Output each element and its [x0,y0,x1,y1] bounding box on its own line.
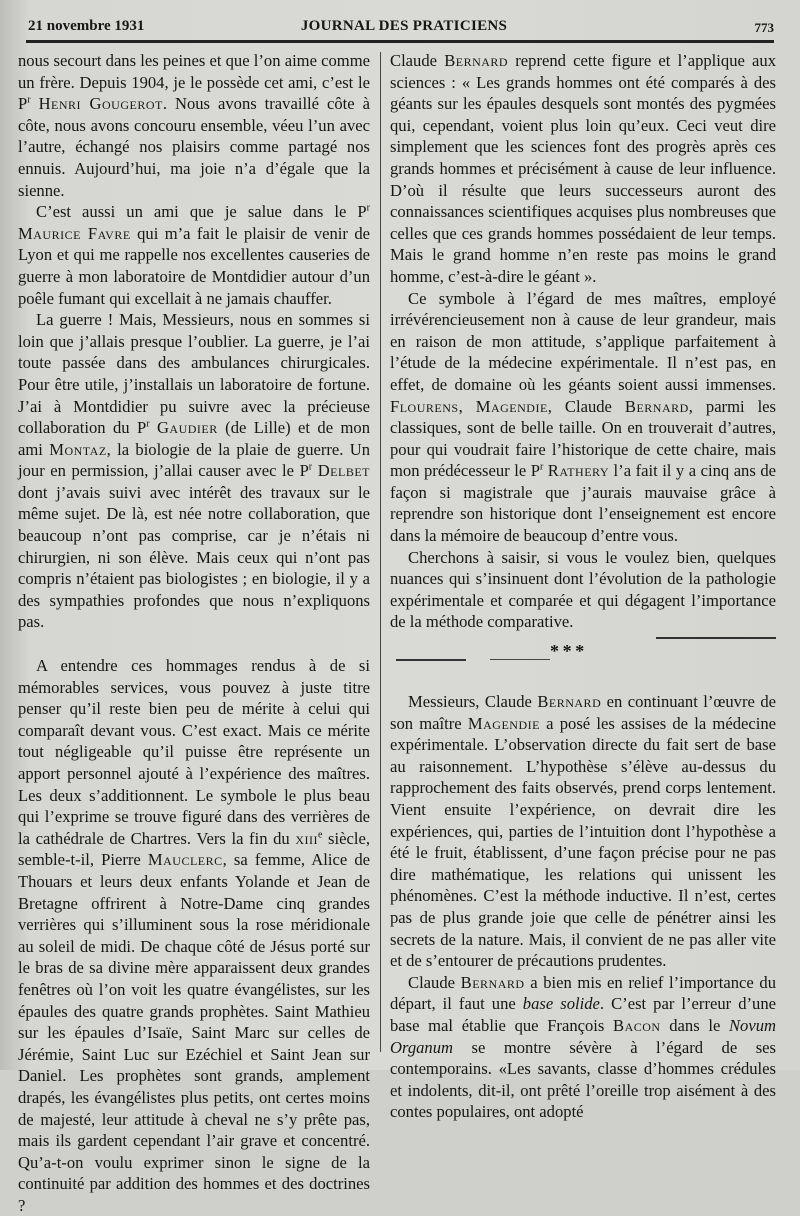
text-run: C’est aussi un ami que je salue dans le P [36,202,367,222]
text-run: se montre sévère à l’égard de ses contemporains. «Les savants, classe d’hommes crédules et indolents, dit-il, ont prêté l’oreille trop aisément à des contes populaires, ont adopté [390,1037,776,1122]
person-name: Magendie [467,713,540,733]
text-run: nous secourt dans les peines et que l’on aime comme un frère. Depuis 1904, je le possède cet ami, c’est le P [18,51,370,114]
page-number: 773 [754,20,774,35]
person-name: Mauclerc [147,850,223,870]
person-name: Magendie [475,396,548,416]
person-name: Maurice Favre [18,223,131,243]
text-run: Ce symbole à l’égard de mes maîtres, employé irrévérencieusement non à cause de leur grandeur, mais en raison de mon attitude, s’applique parfaitement à l’étude de la médecine expérimentale. Il n’est pas, en effet, de domaine où les géants soient aussi immenses. [390,288,776,394]
text-run: r [539,461,544,473]
rule [656,637,776,639]
text-run: r [27,94,31,106]
text-run: (de Lille) et de mon ami [18,418,370,459]
text-run: en continuant l’œuvre de son maître [390,692,776,733]
journal-title: JOURNAL DES PRATICIENS [300,18,508,34]
text-run: l’a fait il y a cinq ans de façon si magistrale que j’aurais mauvaise grâce à reprendre son historique dont l’enseignement est encore dans la mémoire de beaucoup d’entre vous. [390,461,776,546]
paragraph [390,972,776,1123]
text-run: , Claude [547,396,625,416]
paragraph [18,201,370,309]
text-run: r [366,202,370,214]
text-run: e [317,829,323,841]
person-name: Bacon [613,1015,661,1035]
text-run: , parmi les classiques, sont de belle taille. On en trouverait d’autres, pour qui voudrait faire l’historique de cette chaire, mais mon prédécesseur le P [390,396,777,481]
text-run: , la biologie de la plaie de guerre. Un jour en permission, j’allai causer avec le P [18,439,371,481]
person-name: Flourens [390,396,459,416]
person-name: Henri Gougerot [38,94,163,114]
text-run: . C’est par l’erreur d’une base mal établie que François [390,994,776,1035]
paragraph [18,309,370,633]
text-run: Cherchons à saisir, si vous le voulez bien, quelques nuances qui s’insinuent dont l’évolution de la pathologie expérimentale et comparée et qui dégagent l’importance de la méthode comparative. [390,547,776,632]
column-divider [380,52,381,1052]
person-name: Bernard [537,692,602,712]
header-rule [26,40,774,43]
person-name: Bernard [460,972,525,992]
person-name: Delbet [317,461,370,481]
text-run: r [308,461,313,473]
page-header [28,14,780,40]
person-name: Bernard [624,396,689,416]
asterism: * * * [550,641,585,662]
person-name: Rathery [547,461,610,481]
person-name: Claude [390,51,445,70]
text-run: A entendre ces hommages rendus à de si mémorables services, vous pouvez à juste titre penser qu’il reste bien peu de mérite à celui qui comparaît devant vous. C’est exact. Mais ce mérite tout négligeable qu’il puisse être représente un apport personnel ajouté à l’expérience des maîtres. Les deux s’additionnent. Le symbole le plus beau qui l’exprime se trouve figuré dans des verrières de la cathédrale de Chartres. Vers la fin du [18,656,370,848]
left-column [18,50,370,1216]
person-name: Bernard [444,51,509,70]
text-run: siècle, semble-t-il, Pierre [18,828,370,870]
header-date: 21 novembre 1931 [28,18,145,34]
paragraph [390,50,776,288]
text-run: a posé les assises de la médecine expérimentale. L’observation directe du fait sert de base au raisonnement. L’hypothèse s’élève au-dessus du rapprochement des faits observés, prend corps lentement. Vient ensuite l’expérience, on devrait dire les expériences, qui, parties de l’intuition dont l’hypothèse a été le fruit, établissent, d’une façon précise pour ne pas dire mathématique, les relations qui unissent les phénomènes. C’est la méthode inductive. Il n’est, certes pas de plus grande joie que celle de pénétrer ainsi les secrets de la nature. Mais, il convient de ne pas aller vite et de s’entourer de précautions prudentes. [390,713,776,971]
text-run: Messieurs, Claude [408,692,538,712]
text-run: reprend cette figure et l’applique aux sciences : « Les grands hommes ont été comparés à des géants sur les épaules desquels sont montés des pygmées qui, cependant, voient plus loin qu’eux. Ceci veut dire simplement que les sciences font des progrès après ces grands hommes et précisément à cause de leur influence. D’où il résulte que leurs successeurs auront des connaissances scientifiques acquises plus nombreuses que celles que ces grands hommes possédaient de leur temps. Mais le grand homme n’en reste pas moins le grand homme, c’est-à-dire le géant ». [390,51,776,286]
text-run: dont j’avais suivi avec intérêt des travaux sur le même sujet. De là, est née notre collaboration, que beaucoup n’ont pas comprise, car je n’étais ni chirurgien, ni son élève. Mais ceux qui n’ont pas compris n’étaient pas biologistes ; en biologie, il y a des sympathies profondes que nous n’expliquons pas. [18,482,370,632]
text-run: . Nous avons travaillé côte à côte, nous avons concouru ensemble, véeu l’un avec l’autre, échangé nos plaisirs comme partagé nos ennuis. Aujourd’hui, ma joie n’a d’égale que la sienne. [18,94,370,200]
text-run: dans le [660,1015,729,1035]
paragraph [18,50,370,201]
book-title: Novum Organum [390,1015,776,1057]
paragraph [390,547,776,633]
text-run: , sa femme, Alice de Thouars et leurs deux enfants Yolande et Jean de Bretagne offrirent à Notre-Dame cinq grandes verrières qui s’illuminent sous la rose méridionale au soleil de midi. De chaque côté de Jésus porté sur le bras de sa divine mère apparaissent deux grandes fenêtres où l’on voit les quatre évangélistes, sur les épaules des quatre grands prophètes. Saint Mathieu sur les épaules d’Isaïe, Saint Marc sur celles de Jérémie, Saint Luc sur Ezéchiel et Saint Jean sur Daniel. Les prophètes sont grands, amplement drapés, les évangélistes plus petits, ont certes moins de majesté, leur attitude à cheval ne s’y prête pas, mais ils gardent cependant l’air grave et concentré. Qu’a-t-on voulu exprimer sinon le signe de la continuité par addition des hommes et des doctrines ? [18,850,370,1215]
person-name: Montaz [49,439,107,459]
right-column [390,50,776,1123]
paragraph [390,288,776,547]
text-run: r [146,418,150,430]
section-break [390,637,776,683]
rule [490,659,550,660]
text-run: Claude [408,972,461,992]
paragraph [18,655,370,1216]
text-run: qui m’a fait le plaisir de venir de Lyon et qui me rappelle nos excellentes causeries de guerre à mon laboratoire de Montdidier autour d’un poêle fumant qui excellait à ne jamais chauffer. [18,223,370,308]
text-run: , [458,396,476,416]
paragraph [390,691,776,972]
rule [396,659,466,661]
person-name: Gaudier [156,418,218,438]
text-run: La guerre ! Mais, Messieurs, nous en sommes si loin que j’allais presque l’oublier. La guerre, je l’ai toute passée dans des ambulances chirurgicales. Pour être utile, j’installais un laboratoire de fortune. J’ai à Montdidier pu suivre avec la précieuse collaboration du P [18,310,370,438]
text-run: xiii [295,828,318,848]
text-run: a bien mis en relief l’importance du départ, il faut une [390,972,777,1014]
emphasis: base solide [522,994,600,1014]
